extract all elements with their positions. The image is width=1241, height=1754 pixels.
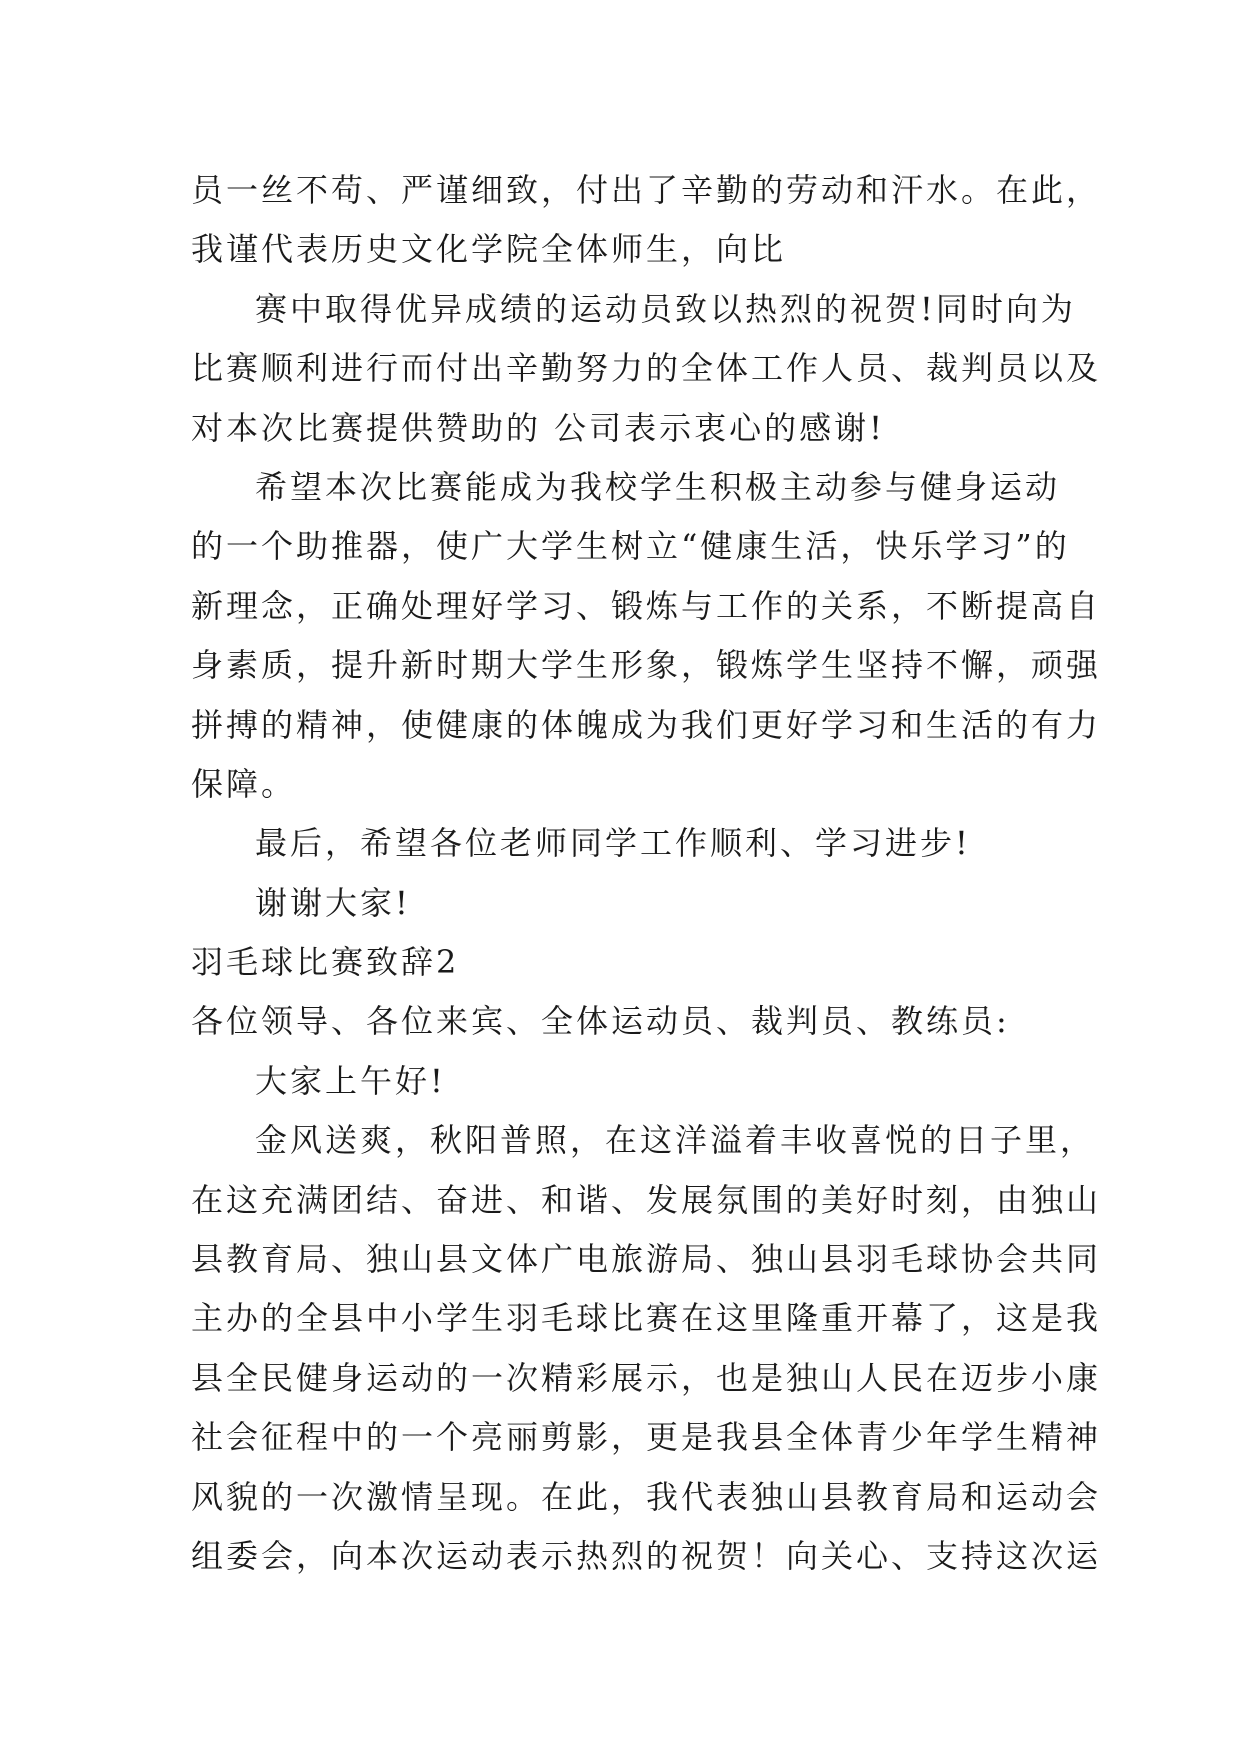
text-line: 身素质，提升新时期大学生形象，锻炼学生坚持不懈，顽强	[191, 646, 1102, 685]
text-line: 县教育局、独山县文体广电旅游局、独山县羽毛球协会共同	[191, 1240, 1102, 1279]
text-line: 我谨代表历史文化学院全体师生，向比	[191, 230, 787, 269]
text-line: 谢谢大家!	[255, 883, 411, 922]
text-line: 赛中取得优异成绩的运动员致以热烈的祝贺!同时向为	[255, 289, 1076, 328]
text-line: 羽毛球比赛致辞2	[191, 943, 460, 982]
text-line: 员一丝不苟、严谨细致，付出了辛勤的劳动和汗水。在此，	[191, 171, 1102, 209]
text-line: 在这充满团结、奋进、和谐、发展氛围的美好时刻，由独山	[191, 1180, 1102, 1219]
text-line: 风貌的一次激情呈现。在此，我代表独山县教育局和运动会	[191, 1477, 1102, 1516]
text-line: 比赛顺利进行而付出辛勤努力的全体工作人员、裁判员以及	[191, 349, 1102, 388]
text-line: 各位领导、各位来宾、全体运动员、裁判员、教练员:	[191, 1002, 1010, 1041]
text-line: 希望本次比赛能成为我校学生积极主动参与健身运动	[255, 467, 1061, 506]
text-line: 的一个助推器，使广大学生树立“健康生活，快乐学习”的	[191, 527, 1070, 566]
document-body	[191, 161, 1102, 1586]
text-line: 对本次比赛提供赞助的 公司表示衷心的感谢!	[191, 408, 886, 447]
text-line: 金风送爽，秋阳普照，在这洋溢着丰收喜悦的日子里，	[255, 1121, 1096, 1160]
text-line: 新理念，正确处理好学习、锻炼与工作的关系，不断提高自	[191, 586, 1102, 625]
text-line: 最后，希望各位老师同学工作顺利、学习进步!	[255, 824, 971, 863]
text-line: 县全民健身运动的一次精彩展示，也是独山人民在迈步小康	[191, 1358, 1102, 1397]
text-line: 社会征程中的一个亮丽剪影，更是我县全体青少年学生精神	[191, 1418, 1102, 1457]
text-line: 保障。	[191, 764, 297, 803]
text-line: 组委会，向本次运动表示热烈的祝贺！向关心、支持这次运	[191, 1536, 1102, 1575]
text-line: 拼搏的精神，使健康的体魄成为我们更好学习和生活的有力	[191, 705, 1102, 744]
text-line: 大家上午好!	[255, 1061, 446, 1100]
text-line: 主办的全县中小学生羽毛球比赛在这里隆重开幕了，这是我	[191, 1299, 1102, 1338]
